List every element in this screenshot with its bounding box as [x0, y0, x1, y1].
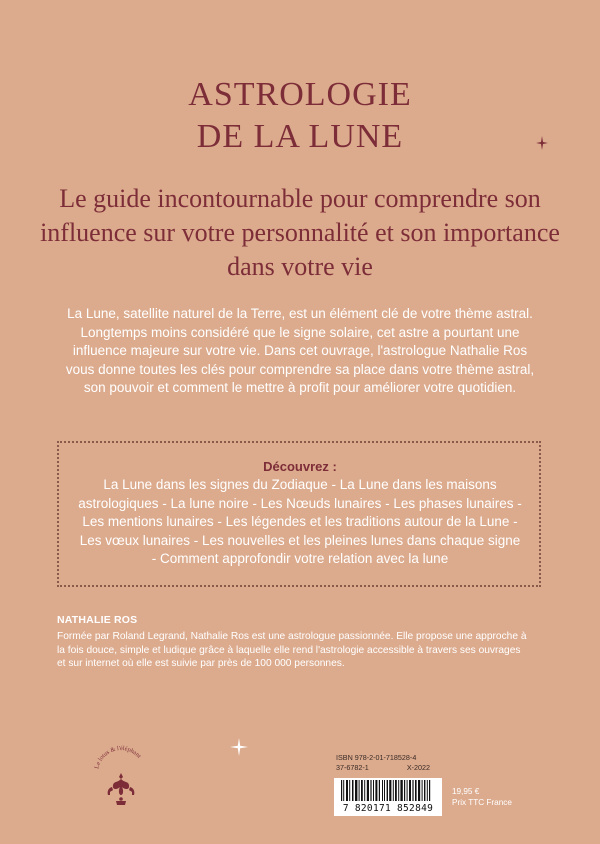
publisher-logo-text: Le lotus & l'éléphant: [93, 744, 143, 770]
isbn-block: [336, 753, 446, 773]
author-name: NATHALIE ROS: [57, 614, 138, 626]
isbn-code: 37-6782-1: [336, 763, 369, 772]
discover-list: La Lune dans les signes du Zodiaque - La Lune dans les maisons astrologiques - La lune noire - Les Nœuds lunaires - Les phases lunaires - Les mentions lunaires - Les légendes et les traditions autour de la Lune - Les vœux lunaires - Les nouvelles et les pleines lunes dans chaque signe - Comment approfondir votre relation avec la lune: [78, 477, 522, 567]
author-bio: Formée par Roland Legrand, Nathalie Ros est une astrologue passionnée. Elle propose une approche à la fois douce, simple et ludique grâce à laquelle elle rend l'astrologie accessible à travers ses ouvrages et sur internet où elle est suivie par près de 100 000 personnes.: [57, 631, 527, 670]
book-title: [0, 74, 600, 158]
isbn-date: X-2022: [406, 763, 430, 772]
svg-text:Le lotus & l'éléphant: [93, 745, 142, 770]
star-sparkle-icon: [230, 738, 248, 756]
price-label: Prix TTC France: [452, 798, 512, 807]
intro-paragraph: La Lune, satellite naturel de la Terre, est un élément clé de votre thème astral. Longtemps moins considéré que le signe solaire, cet astre a pourtant une influence majeure sur votre vie. Dans cet ouvrage, l'astrologue Nathalie Ros vous donne toutes les clés pour comprendre sa place dans votre thème astral, son pouvoir et comment le mettre à profit pour améliorer votre quotidien.: [65, 306, 535, 395]
publisher-logo: [90, 735, 152, 809]
price-amount: 19,95 €: [452, 787, 480, 796]
price-block: [452, 786, 512, 808]
title-line-1: ASTROLOGIE: [188, 76, 412, 113]
book-subtitle: Le guide incontournable pour comprendre son influence sur votre personnalité et son importance dans votre vie: [40, 184, 560, 281]
barcode-number: 7 820171 852849: [334, 801, 442, 816]
title-line-2: DE LA LUNE: [196, 118, 404, 155]
isbn-number: ISBN 978-2-01-718528-4: [336, 753, 417, 762]
sparkle-icon: [536, 136, 548, 150]
discover-heading: Découvrez :: [263, 459, 337, 474]
